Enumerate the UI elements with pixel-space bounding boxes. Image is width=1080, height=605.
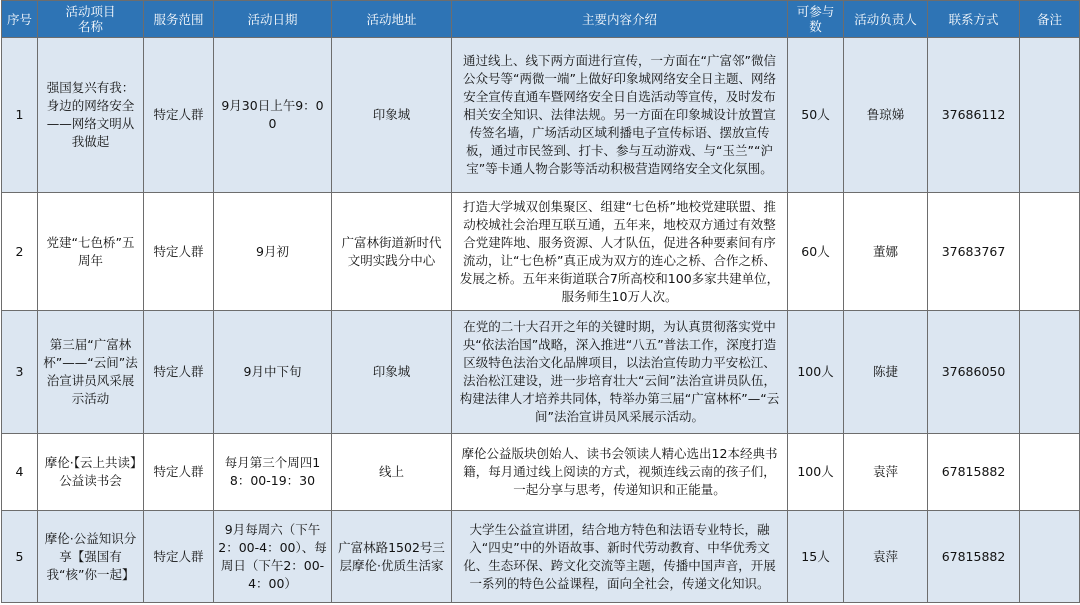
cell-phone: 37683767 xyxy=(928,193,1020,311)
cell-date: 9月初 xyxy=(214,193,332,311)
cell-name: 摩伦·公益知识分享【强国有我“核”你一起】 xyxy=(38,511,144,603)
cell-address: 印象城 xyxy=(332,311,452,434)
cell-name: 党建“七色桥”五周年 xyxy=(38,193,144,311)
cell-no: 2 xyxy=(2,193,38,311)
cell-content: 通过线上、线下两方面进行宣传，一方面在“广富邻”微信公众号等“两微一端”上做好印象城网络安全日主题、网络安全宣传直通车暨网络安全日自选活动等宣传，及时发布相关安全知识、法律法规。另一方面在印象城设计放置宣传签名墙，广场活动区域利播电子宣传标语、摆放宣传板，通过市民签到、打卡、参与互动游戏、与“玉兰”“沪宝”等卡通人物合影等活动积极营造网络安全文化氛围。 xyxy=(452,38,788,193)
cell-content: 摩伦公益版块创始人、读书会领读人精心选出12本经典书籍，每月通过线上阅读的方式，视频连线云南的孩子们，一起分享与思考，传递知识和正能量。 xyxy=(452,434,788,511)
cell-remark xyxy=(1020,511,1080,603)
cell-scope: 特定人群 xyxy=(144,511,214,603)
cell-leader: 陈捷 xyxy=(844,311,928,434)
header-date: 活动日期 xyxy=(214,1,332,38)
cell-capacity: 15人 xyxy=(788,511,844,603)
cell-phone: 37686112 xyxy=(928,38,1020,193)
table-row xyxy=(2,311,1080,434)
cell-remark xyxy=(1020,434,1080,511)
header-content: 主要内容介绍 xyxy=(452,1,788,38)
header-no: 序号 xyxy=(2,1,38,38)
cell-date: 9月每周六（下午2：00-4：00）、每周日（下午2：00-4：00） xyxy=(214,511,332,603)
cell-capacity: 100人 xyxy=(788,311,844,434)
cell-date: 每月第三个周四18：00-19：30 xyxy=(214,434,332,511)
table-header-row xyxy=(2,1,1080,38)
cell-name: 第三届“广富林杯”——“云间”法治宣讲员风采展示活动 xyxy=(38,311,144,434)
table-row xyxy=(2,434,1080,511)
cell-name: 强国复兴有我：身边的网络安全——网络文明从我做起 xyxy=(38,38,144,193)
cell-capacity: 60人 xyxy=(788,193,844,311)
cell-content: 大学生公益宣讲团，结合地方特色和法语专业特长，融入“四史”中的外语故事、新时代劳动教育、中华优秀文化、生态环保、跨文化交流等主题，传播中国声音，开展一系列的特色公益课程，面向全社会，传递文化知识。 xyxy=(452,511,788,603)
cell-leader: 鲁琼娣 xyxy=(844,38,928,193)
cell-remark xyxy=(1020,193,1080,311)
cell-remark xyxy=(1020,38,1080,193)
cell-capacity: 50人 xyxy=(788,38,844,193)
cell-remark xyxy=(1020,311,1080,434)
cell-capacity: 100人 xyxy=(788,434,844,511)
cell-date: 9月30日上午9：00 xyxy=(214,38,332,193)
cell-content: 打造大学城双创集聚区、组建“七色桥”地校党建联盟、推动校城社会治理互联互通，五年来，地校双方通过有效整合党建阵地、服务资源、人才队伍，促进各种要素间有序流动，让“七色桥”真正成为双方的连心之桥、合作之桥、发展之桥。五年来街道联合7所高校和100多家共建单位，服务师生10万人次。 xyxy=(452,193,788,311)
header-phone: 联系方式 xyxy=(928,1,1020,38)
activity-table xyxy=(1,0,1080,603)
cell-phone: 67815882 xyxy=(928,511,1020,603)
cell-date: 9月中下旬 xyxy=(214,311,332,434)
cell-scope: 特定人群 xyxy=(144,434,214,511)
cell-address: 广富林路1502号三层摩伦·优质生活家 xyxy=(332,511,452,603)
cell-no: 5 xyxy=(2,511,38,603)
table-row xyxy=(2,511,1080,603)
header-remark: 备注 xyxy=(1020,1,1080,38)
cell-phone: 37686050 xyxy=(928,311,1020,434)
cell-scope: 特定人群 xyxy=(144,38,214,193)
cell-content: 在党的二十大召开之年的关键时期，为认真贯彻落实党中央“依法治国”战略，深入推进“八五”普法工作，深度打造区级特色法治文化品牌项目，以法治宣传助力平安松江、法治松江建设，进一步培育壮大“云间”法治宣讲员队伍，构建法律人才培养共同体，特举办第三届“广富林杯”—“云间”法治宣讲员风采展示活动。 xyxy=(452,311,788,434)
cell-no: 3 xyxy=(2,311,38,434)
cell-no: 4 xyxy=(2,434,38,511)
table-row xyxy=(2,193,1080,311)
table-row xyxy=(2,38,1080,193)
cell-address: 线上 xyxy=(332,434,452,511)
cell-no: 1 xyxy=(2,38,38,193)
cell-name: 摩伦·【云上共读】公益读书会 xyxy=(38,434,144,511)
cell-address: 印象城 xyxy=(332,38,452,193)
cell-scope: 特定人群 xyxy=(144,193,214,311)
header-leader: 活动负责人 xyxy=(844,1,928,38)
header-address: 活动地址 xyxy=(332,1,452,38)
cell-leader: 袁萍 xyxy=(844,434,928,511)
cell-leader: 董娜 xyxy=(844,193,928,311)
cell-leader: 袁萍 xyxy=(844,511,928,603)
header-scope: 服务范围 xyxy=(144,1,214,38)
cell-scope: 特定人群 xyxy=(144,311,214,434)
header-name: 活动项目 名称 xyxy=(38,1,144,38)
cell-phone: 67815882 xyxy=(928,434,1020,511)
header-capacity: 可参与数 xyxy=(788,1,844,38)
cell-address: 广富林街道新时代文明实践分中心 xyxy=(332,193,452,311)
